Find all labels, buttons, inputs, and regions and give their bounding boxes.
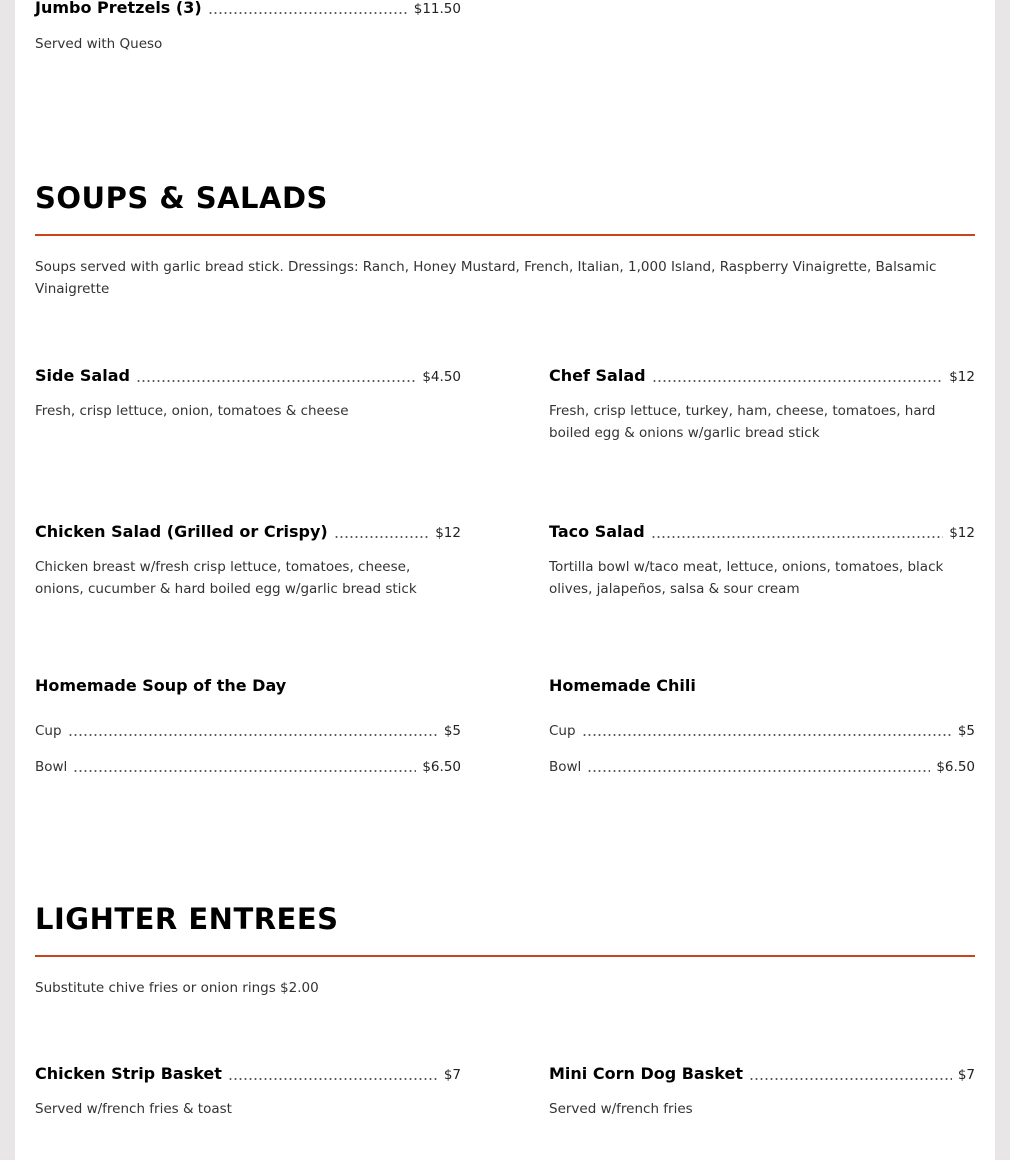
item-description: Served w/french fries <box>549 1101 693 1117</box>
option-label: Bowl <box>549 759 582 775</box>
item-description: Served with Queso <box>35 36 163 52</box>
item-description: Chicken breast w/fresh crisp lettuce, tomatoes, cheese, onions, cucumber & hard boiled egg w/garlic bread stick <box>35 559 417 597</box>
item-price: $12 <box>949 525 975 541</box>
section-divider <box>35 955 975 957</box>
dot-leader <box>208 12 408 14</box>
item-name: Mini Corn Dog Basket <box>549 1064 743 1083</box>
option-price: $6.50 <box>422 759 461 775</box>
item-name: Chicken Salad (Grilled or Crispy) <box>35 522 328 541</box>
item-name: Chicken Strip Basket <box>35 1064 222 1083</box>
section-title-soups-salads: SOUPS & SALADS <box>35 181 328 215</box>
menu-item-taco-salad <box>549 520 975 542</box>
option-row-bowl <box>549 754 975 776</box>
menu-item-chicken-salad <box>35 520 461 542</box>
item-description: Tortilla bowl w/taco meat, lettuce, onions, tomatoes, black olives, jalapeños, salsa & sour cream <box>549 559 944 597</box>
item-description: Fresh, crisp lettuce, turkey, ham, cheese, tomatoes, hard boiled egg & onions w/garlic bread stick <box>549 403 936 441</box>
menu-item-side-salad <box>35 364 461 386</box>
section-divider <box>35 234 975 236</box>
item-price: $12 <box>949 369 975 385</box>
item-description: Served w/french fries & toast <box>35 1101 232 1117</box>
dot-leader <box>582 734 952 736</box>
item-description: Fresh, crisp lettuce, onion, tomatoes & cheese <box>35 403 349 419</box>
option-label: Bowl <box>35 759 68 775</box>
dot-leader <box>228 1078 438 1080</box>
section-title-lighter-entrees: LIGHTER ENTREES <box>35 902 339 936</box>
dot-leader <box>749 1078 952 1080</box>
item-name-homemade-chili: Homemade Chili <box>549 676 696 695</box>
menu-item-jumbo-pretzels <box>35 0 461 18</box>
item-name: Chef Salad <box>549 366 646 385</box>
menu-item-mini-corn-dog-basket <box>549 1062 975 1084</box>
item-price: $12 <box>435 525 461 541</box>
menu-item-chicken-strip-basket <box>35 1062 461 1084</box>
option-row-cup <box>549 718 975 740</box>
option-row-bowl <box>35 754 461 776</box>
item-name: Jumbo Pretzels (3) <box>35 0 202 17</box>
dot-leader <box>334 536 430 538</box>
option-price: $6.50 <box>936 759 975 775</box>
option-label: Cup <box>549 723 576 739</box>
dot-leader <box>73 770 416 772</box>
menu-item-chef-salad <box>549 364 975 386</box>
section-intro: Soups served with garlic bread stick. Dressings: Ranch, Honey Mustard, French, Italian, 1,000 Island, Raspberry Vinaigrette, Balsamic Vinaigrette <box>35 259 937 297</box>
option-price: $5 <box>957 723 975 739</box>
item-price: $7 <box>957 1067 975 1083</box>
menu-page <box>15 0 995 1160</box>
item-name-soup-of-the-day: Homemade Soup of the Day <box>35 676 287 695</box>
item-name: Side Salad <box>35 366 130 385</box>
dot-leader <box>651 536 943 538</box>
dot-leader <box>136 380 416 382</box>
item-price: $7 <box>443 1067 461 1083</box>
dot-leader <box>68 734 438 736</box>
dot-leader <box>587 770 930 772</box>
dot-leader <box>652 380 944 382</box>
option-row-cup <box>35 718 461 740</box>
item-price: $4.50 <box>422 369 461 385</box>
option-price: $5 <box>443 723 461 739</box>
item-name: Taco Salad <box>549 522 645 541</box>
section-intro: Substitute chive fries or onion rings $2.00 <box>35 980 319 996</box>
option-label: Cup <box>35 723 62 739</box>
item-price: $11.50 <box>413 1 461 17</box>
